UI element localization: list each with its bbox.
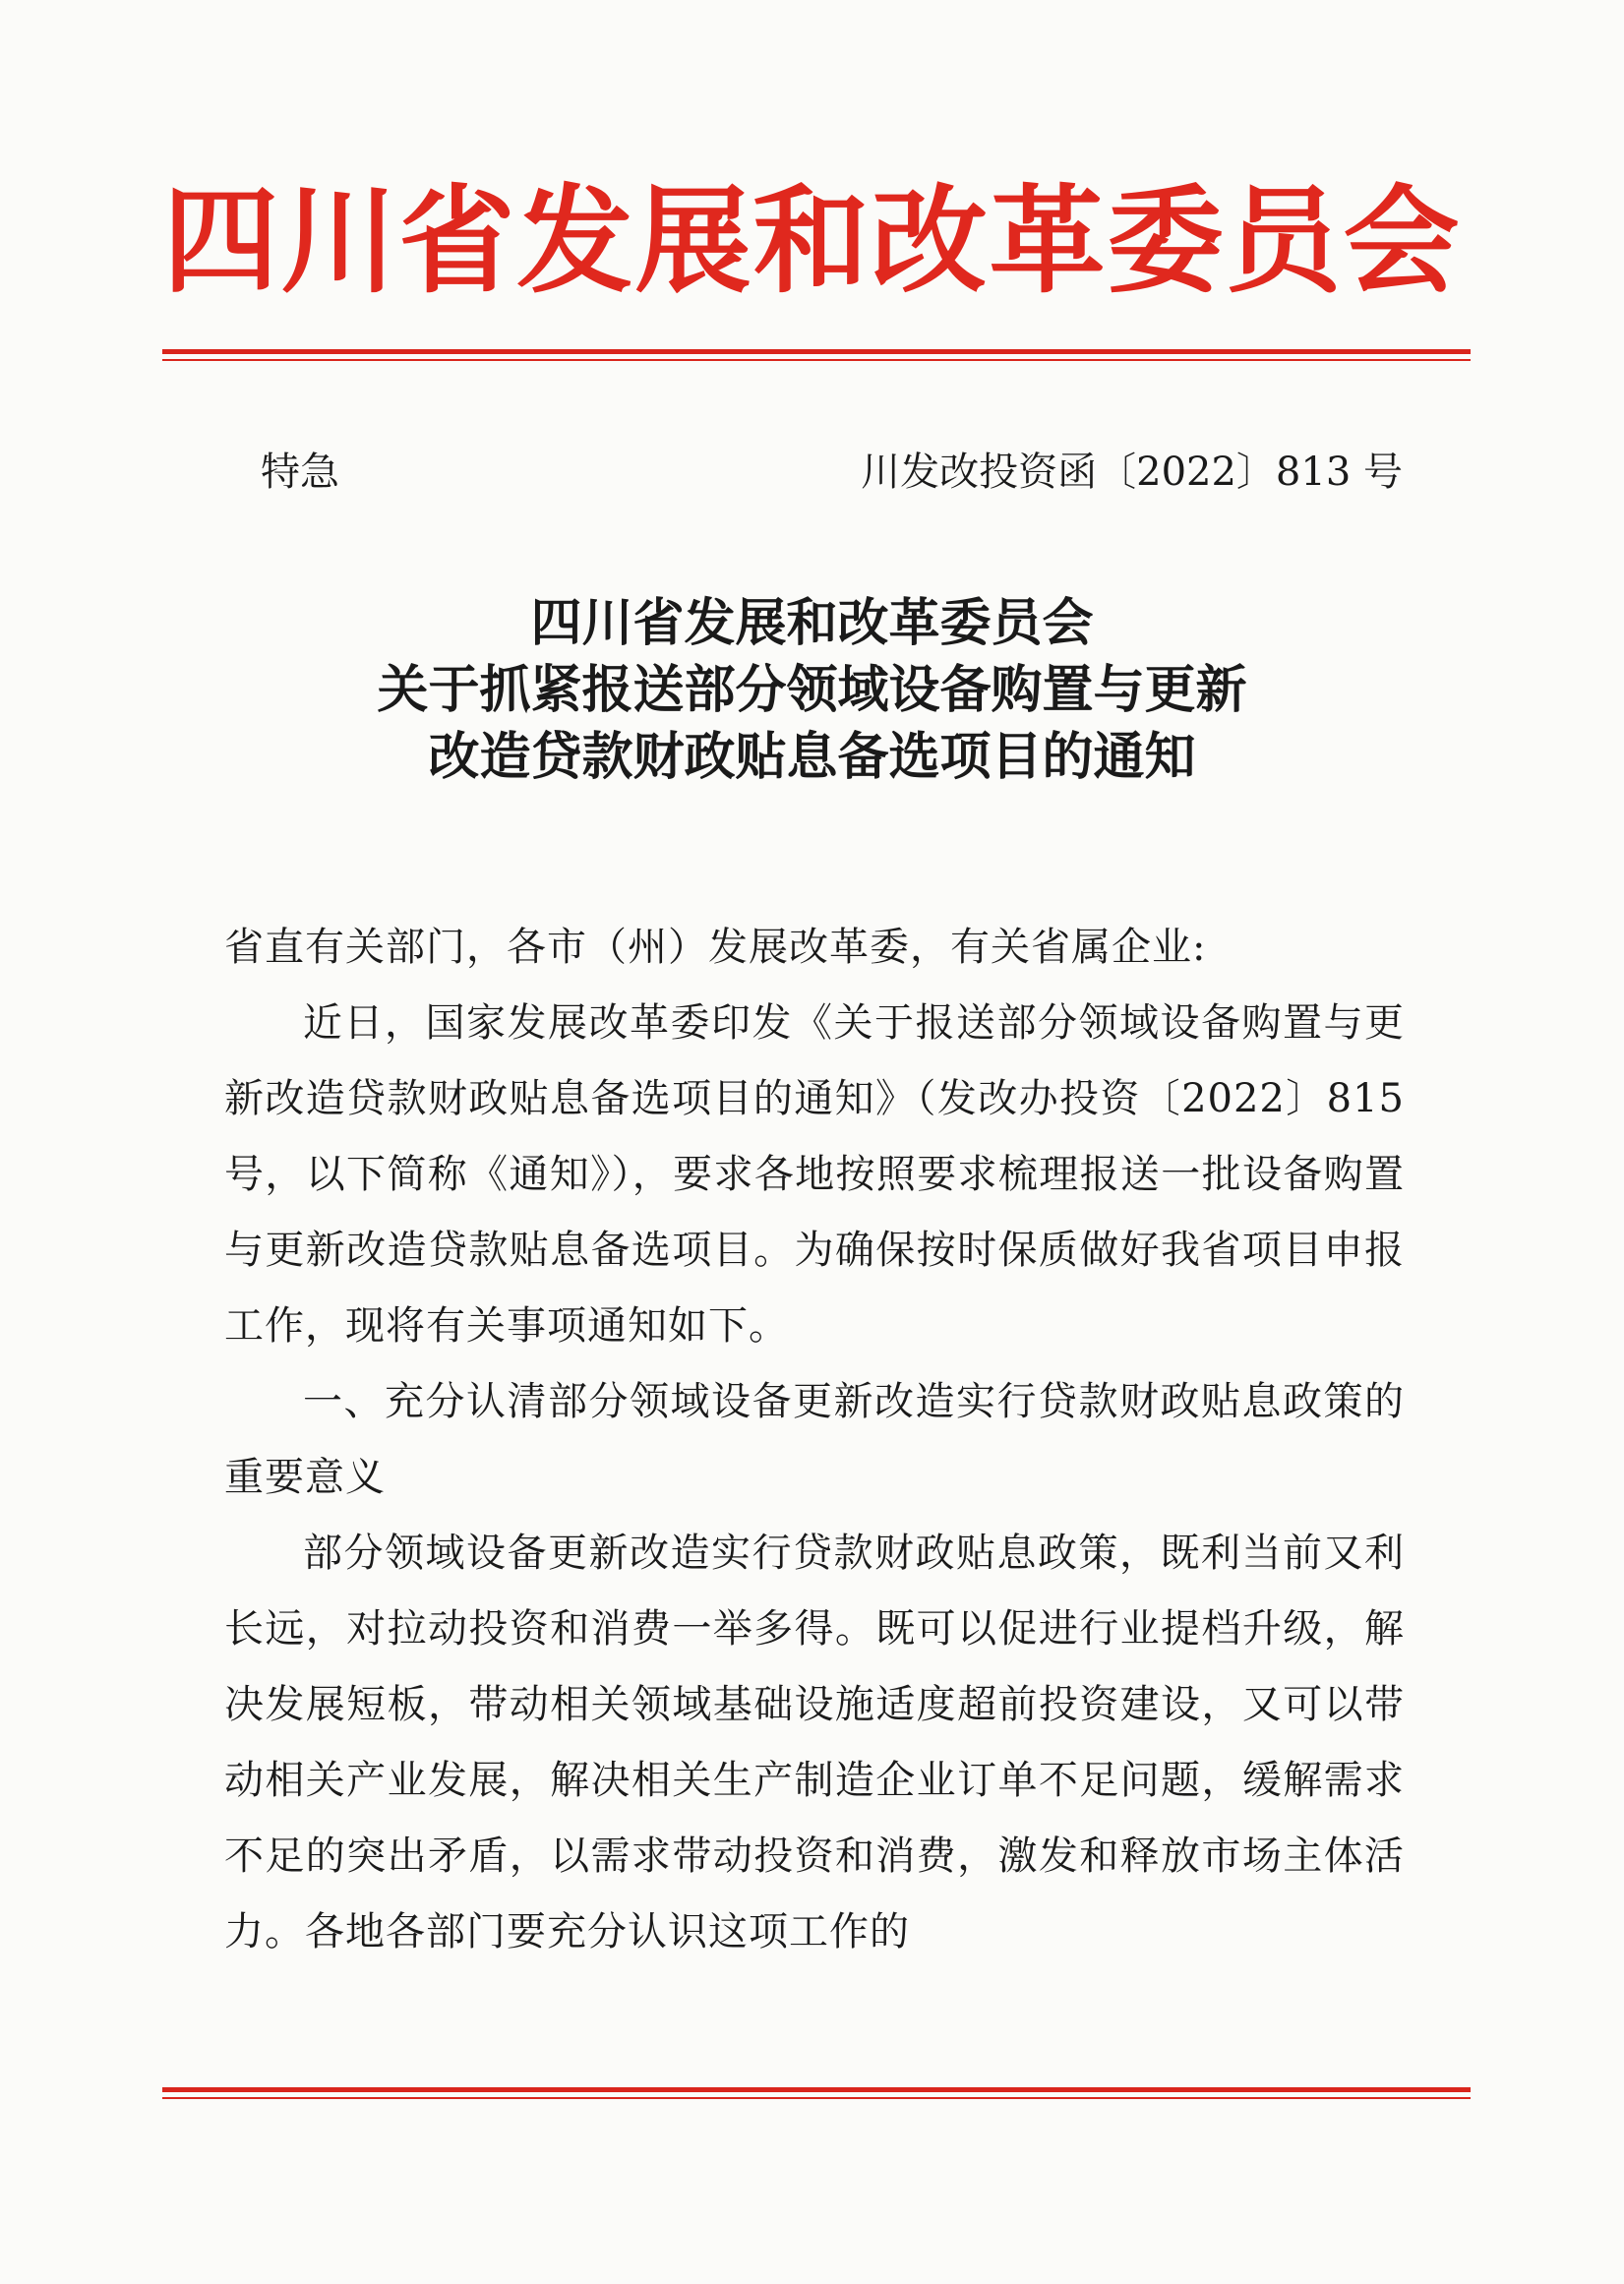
title-line-2: 关于抓紧报送部分领域设备购置与更新	[377, 661, 1247, 720]
document-title	[0, 590, 1624, 791]
bottom-rule-thick-line	[162, 2087, 1471, 2092]
paragraph-intro: 近日，国家发展改革委印发《关于报送部分领域设备购置与更新改造贷款财政贴息备选项目的通知》（发改办投资〔2022〕815 号，以下简称《通知》），要求各地按照要求梳理报送一批设备购置与更新改造贷款贴息备选项目。为确保按时保质做好我省项目申报工作，现将有关事项通知如下。	[224, 1000, 1405, 1349]
top-red-rule	[162, 349, 1471, 361]
urgency-label: 特急	[261, 450, 339, 495]
bottom-red-rule	[162, 2087, 1471, 2099]
title-line-3: 改造贷款财政贴息备选项目的通知	[428, 728, 1196, 787]
title-line-1: 四川省发展和改革委员会	[530, 594, 1094, 653]
salutation: 省直有关部门，各市（州）发展改革委，有关省属企业:	[224, 925, 1207, 970]
top-rule-thin-line	[162, 359, 1471, 361]
masthead-title: 四川省发展和改革委员会	[162, 173, 1462, 309]
bottom-rule-thin-line	[162, 2097, 1471, 2099]
section-heading-1: 一、充分认清部分领域设备更新改造实行贷款财政贴息政策的重要意义	[224, 1379, 1405, 1500]
paragraph-significance: 部分领域设备更新改造实行贷款财政贴息政策，既利当前又利长远，对拉动投资和消费一举多得。既可以促进行业提档升级，解决发展短板，带动相关领域基础设施适度超前投资建设，又可以带动相关产业发展，解决相关生产制造企业订单不足问题，缓解需求不足的突出矛盾，以需求带动投资和消费，激发和释放市场主体活力。各地各部门要充分认识这项工作的	[224, 1531, 1405, 1954]
top-rule-thick-line	[162, 349, 1471, 354]
document-number: 川发改投资函〔2022〕813 号	[861, 450, 1403, 495]
document-body	[224, 910, 1405, 1970]
